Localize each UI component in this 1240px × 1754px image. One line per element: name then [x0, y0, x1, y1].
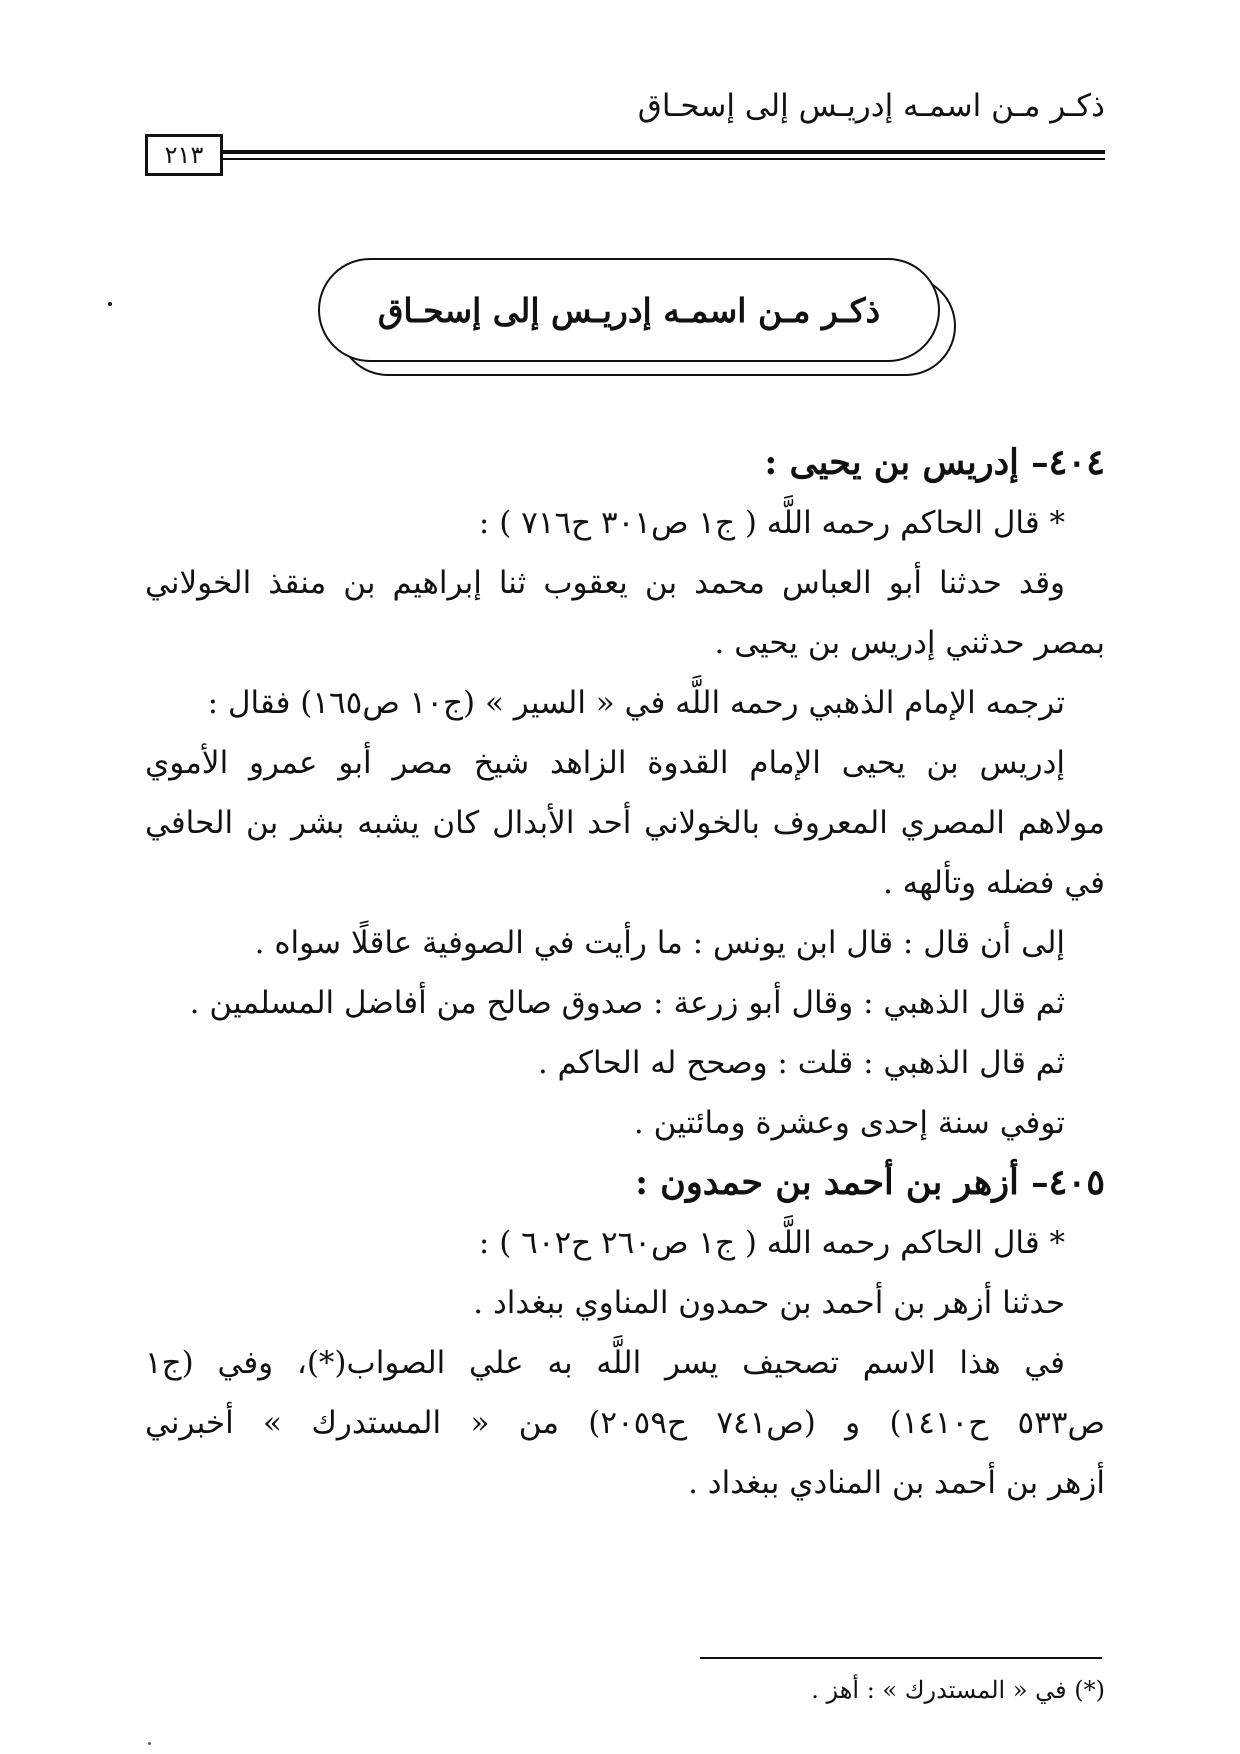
text-line: ثم قال الذهبي : قلت : وصحح له الحاكم .	[537, 1045, 1065, 1081]
text-line: حدثنا أزهر بن أحمد بن حمدون المناوي ببغداد .	[473, 1285, 1065, 1321]
footnote-separator	[700, 1657, 1102, 1659]
text-line: * قال الحاكم رحمه اللَّه ( ج١ ص٣٠١ ح٧١٦ ) :	[478, 505, 1065, 541]
text-line: ص٥٣٣ ح١٤١٠) و (ص٧٤١ ح٢٠٥٩) من « المستدرك » أخبرني	[145, 1405, 1105, 1441]
entry-heading: ٤٠٥– أزهر بن أحمد بن حمدون :	[635, 1162, 1105, 1203]
text-line: أزهر بن أحمد بن المنادي ببغداد .	[688, 1465, 1105, 1501]
header-rule	[222, 150, 1105, 154]
text-line: * قال الحاكم رحمه اللَّه ( ج١ ص٢٦٠ ح٦٠٢ ) :	[478, 1225, 1065, 1261]
text-line: في هذا الاسم تصحيف يسر اللَّه به علي الصواب(*)، وفي (ج١	[145, 1345, 1065, 1381]
text-line: إدريس بن يحيى الإمام القدوة الزاهد شيخ مصر أبو عمرو الأموي	[145, 745, 1065, 781]
text-line: بمصر حدثني إدريس بن يحيى .	[714, 625, 1105, 661]
print-speck	[108, 302, 112, 306]
running-title: ذكـر مـن اسمـه إدريـس إلى إسحـاق	[637, 88, 1105, 124]
print-speck	[148, 1742, 151, 1745]
page-number: ٢١٣	[145, 134, 223, 176]
text-line: وقد حدثنا أبو العباس محمد بن يعقوب ثنا إبراهيم بن منقذ الخولاني	[145, 565, 1065, 601]
text-line: ثم قال الذهبي : وقال أبو زرعة : صدوق صالح من أفاضل المسلمين .	[189, 985, 1065, 1021]
main-text	[145, 433, 1105, 1513]
text-line: إلى أن قال : قال ابن يونس : ما رأيت في الصوفية عاقلًا سواه .	[254, 925, 1065, 961]
chapter-title: ذكـر مـن اسمـه إدريـس إلى إسحـاق	[377, 290, 881, 330]
chapter-title-banner	[318, 258, 940, 362]
text-line: مولاهم المصري المعروف بالخولاني أحد الأبدال كان يشبه بشر بن الحافي	[145, 805, 1105, 841]
footnote: (*) في « المستدرك » : أهز .	[811, 1676, 1105, 1704]
text-line: في فضله وتألهه .	[882, 865, 1105, 901]
text-line: توفي سنة إحدى وعشرة ومائتين .	[633, 1105, 1065, 1141]
header-rule-thin	[222, 158, 1105, 160]
entry-heading: ٤٠٤– إدريس بن يحيى :	[764, 442, 1105, 483]
text-line: ترجمه الإمام الذهبي رحمه اللَّه في « السير » (ج١٠ ص١٦٥) فقال :	[207, 685, 1065, 721]
